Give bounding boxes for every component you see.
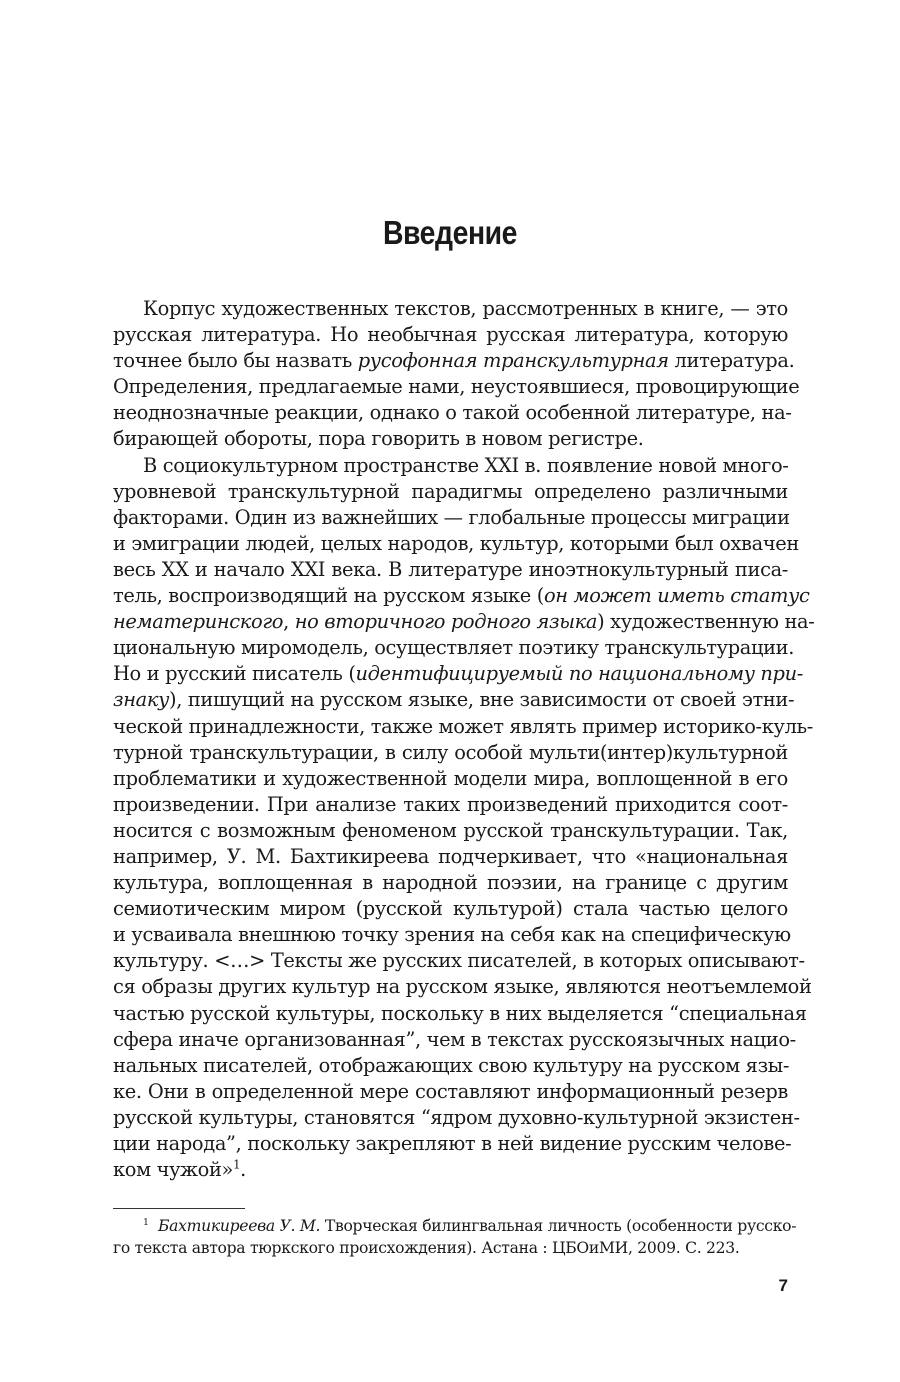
text-line: проблематики и художественной модели мира, воплощенной в его <box>113 766 788 790</box>
footnote <box>113 1215 797 1259</box>
main-text <box>113 296 815 1183</box>
text-line: семиотическим миром (русской культурой) стала частью целого <box>113 897 788 921</box>
chapter-title: Введение <box>382 214 518 251</box>
text-line: ческой принадлежности, также может являть пример историко-куль- <box>113 714 813 738</box>
text-line: русской культуры, становятся “ядром духовно-культурной экзистен- <box>113 1105 800 1129</box>
text-line: культуру. <…> Тексты же русских писателей, в которых описывают- <box>113 949 805 973</box>
text-line: Определения, предлагаемые нами, неустоявшиеся, провоцирующие <box>113 375 800 399</box>
text-line: ции народа”, поскольку закрепляют в ней видение русским челове- <box>113 1132 792 1155</box>
text-line: например, У. М. Бахтикиреева подчеркивает, что «национальная <box>113 844 788 868</box>
footnote-marker: 1 <box>143 1216 149 1228</box>
text-line: ся образы других культур на русском языке, являются неотъемлемой <box>113 975 812 999</box>
text-line: бирающей обороты, пора говорить в новом регистре. <box>113 427 644 451</box>
text-line: ке. Они в определенной мере составляют информационный резерв <box>113 1079 788 1103</box>
text-line: и усваивала внешнюю точку зрения на себя как на специфическую <box>113 923 791 947</box>
text-line: неоднозначные реакции, однако о такой особенной литературе, на- <box>113 401 792 425</box>
footnote-text: Творческая билингвальная личность (особенности русско- <box>320 1217 797 1235</box>
text-line: Но и русский писатель (идентифицируемый по национальному при- <box>113 662 803 686</box>
text-line: частью русской культуры, поскольку в них выделяется “специальная <box>113 1001 807 1025</box>
footnote-line <box>113 1215 797 1237</box>
text-line: уровневой транскультурной парадигмы определено различными <box>113 479 788 503</box>
text-line: сфера иначе организованная”, чем в текстах русскоязычных нацио- <box>113 1027 796 1051</box>
footnote-line: го текста автора тюркского происхождения). Астана : ЦБОиМИ, 2009. С. 223. <box>113 1239 740 1257</box>
text-line: точнее было бы назвать русофонная транскультурная литература. <box>113 349 795 373</box>
text-line: турной транскультурации, в силу особой мульти(интер)культурной <box>113 740 788 764</box>
text-line: знаку), пишущий на русском языке, вне зависимости от своей этни- <box>113 688 795 712</box>
text-line: тель, воспроизводящий на русском языке (он может иметь статус <box>113 584 810 608</box>
text-line: В социокультурном пространстве XXI в. появление новой много- <box>143 453 789 477</box>
footnote-author: Бахтикиреева У. М. <box>157 1217 321 1235</box>
text-line: культура, воплощенная в народной поэзии, на границе с другим <box>113 871 788 895</box>
text-line: русская литература. Но необычная русская литература, которую <box>113 323 788 347</box>
text-line: циональную миромодель, осуществляет поэтику транскультурации. <box>113 636 795 660</box>
text-line-end: ком чужой» <box>113 1158 234 1182</box>
text-line: нальных писателей, отображающих свою культуру на русском язы- <box>113 1053 790 1077</box>
text-line: ком чужой»$^1$. <box>113 1157 246 1182</box>
text-line: и эмиграции людей, целых народов, культур, которыми был охвачен <box>113 531 799 555</box>
footnote-divider <box>113 1208 245 1209</box>
page-number: 7 <box>778 1276 788 1295</box>
footnote-reference[interactable]: 1 <box>233 1157 241 1172</box>
text-line: произведении. При анализе таких произведений приходится соот- <box>113 792 788 816</box>
text-line: весь XX и начало XXI века. В литературе иноэтнокультурный писа- <box>113 557 788 581</box>
text-line: носится с возможным феноменом русской транскультурации. Так, <box>113 818 788 842</box>
text-line: Корпус художественных текстов, рассмотренных в книге, — это <box>143 297 788 320</box>
text-line: нематеринского, но вторичного родного языка) художественную на- <box>113 610 815 634</box>
text-line: факторами. Один из важнейших — глобальные процессы миграции <box>113 505 790 529</box>
